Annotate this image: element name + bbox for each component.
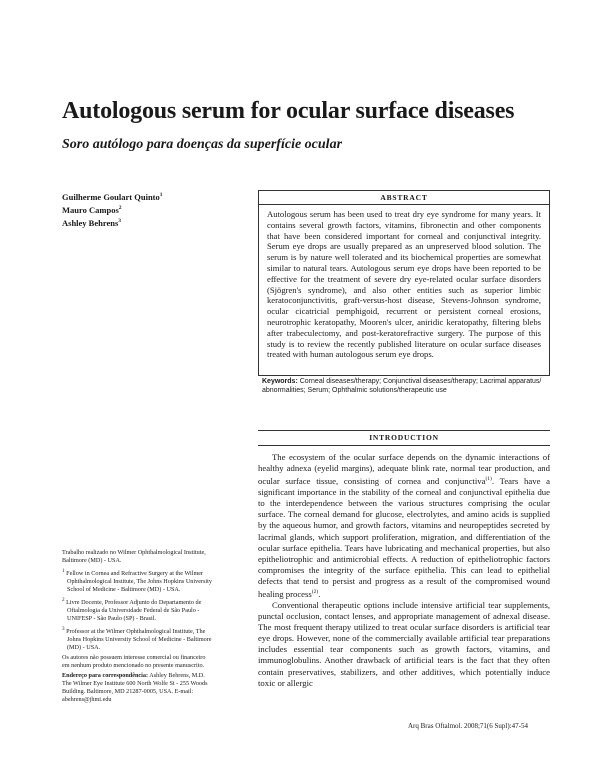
- footnote-1-marker: 1: [62, 568, 65, 574]
- footnote-3-marker: 3: [62, 626, 65, 633]
- footnote-3-text: Professor at the Wilmer Ophthalmological Institute, The Johns Hopkins University School of Medicine - Baltimore (MD) - USA.: [66, 628, 212, 652]
- keywords-label: Keywords:: [262, 378, 298, 385]
- author-1: [62, 190, 163, 203]
- introduction-heading: INTRODUCTION: [258, 430, 550, 446]
- intro-p1-part-b: . Tears have a significant importance in the stability of the corneal and conjunctival epithelia due to the interdependence between the various structures comprising the ocular surface. The corneal demand for glucose, electrolytes, and amino acids is supplied by the aqueous humor, and growth factors, vitamins and neuropeptides secreted by lacrimal glands, which support proliferation, migration, and differentiation of the ocular surface epithelia. Tears have lubricating and mechanical properties, but also epitheliotrophic and antimicrobial effects. A reduction of epitheliotrophic factors compromises the integrity of the surface epithelia. This can lead to epithelial defects that tend to persist and progress as a result of the compromised wound healing process: [258, 476, 550, 599]
- footnote-1: [62, 567, 212, 594]
- footnote-conflict-of-interest: Os autores não possuem interesse comercial ou financeiro em nenhum produto mencionado no presente manuscrito.: [62, 654, 206, 670]
- correspondence-label: Endereço para correspondência:: [62, 672, 149, 680]
- author-2-name: Mauro Campos: [62, 204, 119, 215]
- footnote-2-marker: 2: [62, 597, 65, 604]
- introduction-paragraph-2: Conventional therapeutic options include intensive artificial tear supplements, punctal occlusion, contact lenses, and appropriate management of adnexal disease. The most frequent therapy utilized to treat ocular surface disorders is artificial tear eye drops. However, none of the commercially available artificial tear preparations includes essential tear components such as growth factors, vitamins, and immunoglobulins. Another drawback of artificial tears is the fact that they often contain preservatives, stabilizers, and other additives, which potentially induce toxic or allergic: [258, 600, 550, 688]
- footnote-1-text: Fellow in Cornea and Refractive Surgery at the Wilmer Ophthalmological Institute, The Johns Hopkins University School of Medicine - Baltimore (MD) - USA.: [66, 570, 212, 594]
- intro-ref-1: (1): [485, 476, 492, 483]
- footnote-2: [62, 596, 212, 623]
- footnote-correspondence: [62, 672, 212, 704]
- author-1-name: Guilherme Goulart Quinto: [62, 191, 160, 202]
- article-title: Autologous serum for ocular surface diseases: [62, 98, 515, 124]
- author-3-sup: 3: [118, 217, 122, 224]
- keywords-text: Corneal diseases/therapy; Conjunctival diseases/therapy; Lacrimal apparatus/ abnormalities; Serum; Ophthalmic solutions/therapeutic use: [262, 378, 542, 394]
- intro-p1-part-c: .: [318, 588, 321, 599]
- author-3-name: Ashley Behrens: [62, 217, 119, 228]
- author-3: [62, 216, 163, 229]
- footnote-2-text: Livre Docente, Professor Adjunto do Departamento de Oftalmologia da Universidade Federal de São Paulo - UNIFESP - São Paulo (SP) - Brasil.: [66, 599, 202, 623]
- introduction-body: [258, 452, 550, 689]
- author-1-sup: 1: [159, 192, 163, 198]
- abstract-heading: ABSTRACT: [259, 191, 549, 205]
- intro-p1-part-a: The ecosystem of the ocular surface depends on the dynamic interactions of healthy adnexa (eyelid margins), adequate blink rate, normal tear production, and ocular surface tissue, consisting of cornea and conjunctiva: [258, 452, 550, 487]
- abstract-text: Autologous serum has been used to treat dry eye syndrome for many years. It contains several growth factors, vitamins, fibronectin and other components that have been considered important for corneal and conjunctival integrity. Serum eye drops are usually prepared as an unpreserved blood solution. The serum is by nature well tolerated and its biochemical properties are somewhat similar to natural tears. Autologous serum eye drops have been reported to be effective for the treatment of severe dry eye-related ocular surface disorders (Sjögren's syndrome), and also other entities such as superior limbic keratoconjunctivitis, graft-versus-host disease, Stevens-Johnson syndrome, ocular cicatricial pemphigoid, recurrent or persistent corneal erosions, neurotrophic keratopathy, Mooren's ulcer, aniridic keratopathy, filtering blebs after trabeculectomy, and post-keratorefractive surgery. The purpose of this study is to review the recently published literature on ocular surface diseases treated with human autologous serum eye drops.: [267, 209, 541, 360]
- footnotes: [62, 549, 212, 706]
- abstract-box: [258, 190, 550, 376]
- author-2-sup: 2: [118, 204, 122, 211]
- article-subtitle: Soro autólogo para doenças da superfície ocular: [62, 137, 343, 152]
- footnote-work-location: Trabalho realizado no Wilmer Ophthalmological Institute, Baltimore (MD) - USA.: [62, 549, 206, 564]
- author-2: [62, 203, 163, 216]
- keywords: [262, 377, 550, 395]
- footnote-3: [62, 625, 212, 652]
- introduction-paragraph-1: [258, 452, 550, 600]
- journal-citation: Arq Bras Oftalmol. 2008;71(6 Supl):47-54: [408, 722, 528, 730]
- correspondence-text: Ashley Behrens, M.D. The Wilmer Eye Institute 600 North Wolfe St - 255 Woods Building. Baltimore, MD 21287-0005, USA. E-mail: abehrens@jhmi.edu: [62, 672, 208, 704]
- intro-ref-2: (2): [311, 589, 319, 596]
- author-list: [62, 190, 163, 228]
